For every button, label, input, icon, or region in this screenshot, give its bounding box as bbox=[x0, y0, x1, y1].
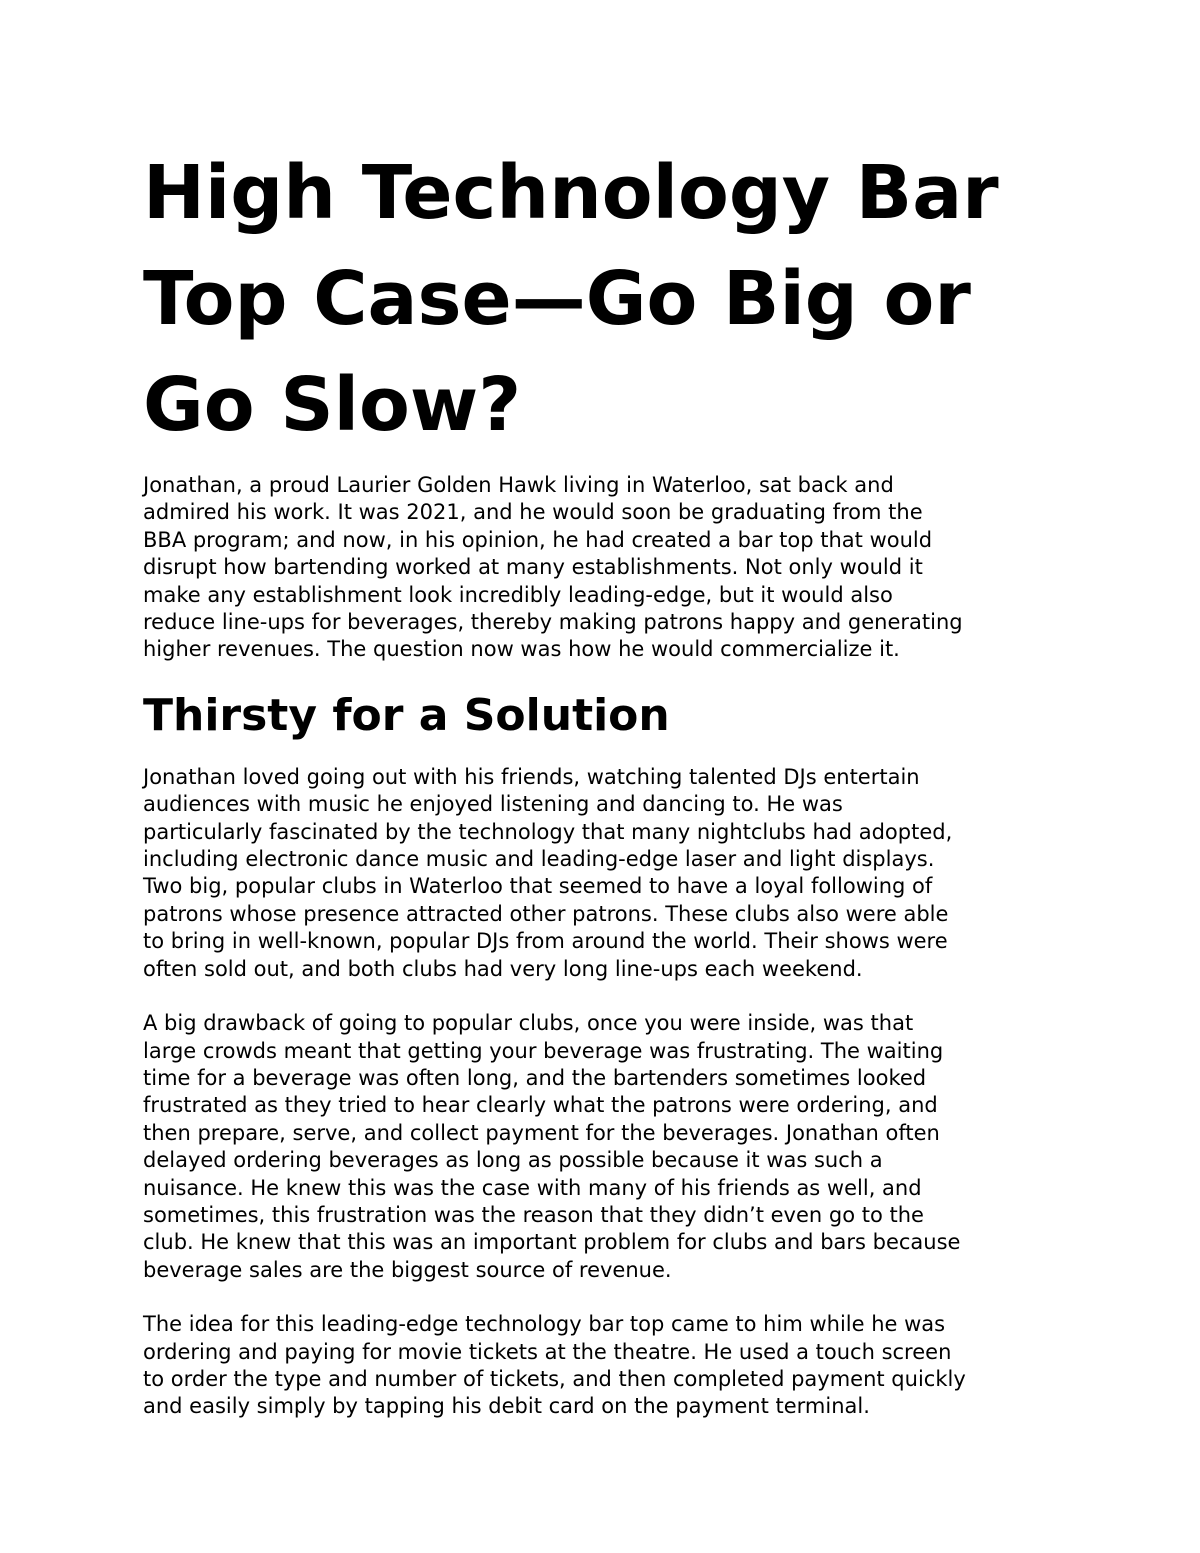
section-heading: Thirsty for a Solution bbox=[143, 689, 670, 741]
document-page bbox=[143, 140, 1063, 1421]
intro-paragraph: Jonathan, a proud Laurier Golden Hawk living in Waterloo, sat back and admired his work. It was 2021, and he would soon be graduating from the BBA program; and now, in his opinion, he had created a bar top that would disrupt how bartending worked at many establishments. Not only would it make any establishment look incredibly leading-edge, but it would also reduce line-ups for beverages, thereby making patrons happy and generating higher revenues. The question now was how he would commercialize it. bbox=[143, 473, 963, 662]
document-title: High Technology Bar Top Case—Go Big or Go Slow? bbox=[143, 150, 999, 448]
body-paragraph: A big drawback of going to popular clubs, once you were inside, was that large crowds meant that getting your beverage was frustrating. The waiting time for a beverage was often long, and the bartenders sometimes looked frustrated as they tried to hear clearly what the patrons were ordering, and then prepare, serve, and collect payment for the beverages. Jonathan often delayed ordering beverages as long as possible because it was such a nuisance. He knew this was the case with many of his friends as well, and sometimes, this frustration was the reason that they didn’t even go to the club. He knew that this was an important problem for clubs and bars because beverage sales are the biggest source of revenue. bbox=[143, 1011, 961, 1282]
body-paragraph: The idea for this leading-edge technology bar top came to him while he was ordering and paying for movie tickets at the theatre. He used a touch screen to order the type and number of tickets, and then completed payment quickly and easily simply by tapping his debit card on the payment terminal. bbox=[143, 1312, 966, 1419]
body-paragraph: Jonathan loved going out with his friends, watching talented DJs entertain audiences with music he enjoyed listening and dancing to. He was particularly fascinated by the technology that many nightclubs had adopted, including electronic dance music and leading-edge laser and light displays. Two big, popular clubs in Waterloo that seemed to have a loyal following of patrons whose presence attracted other patrons. These clubs also were able to bring in well-known, popular DJs from around the world. Their shows were often sold out, and both clubs had very long line-ups each weekend. bbox=[143, 764, 953, 981]
